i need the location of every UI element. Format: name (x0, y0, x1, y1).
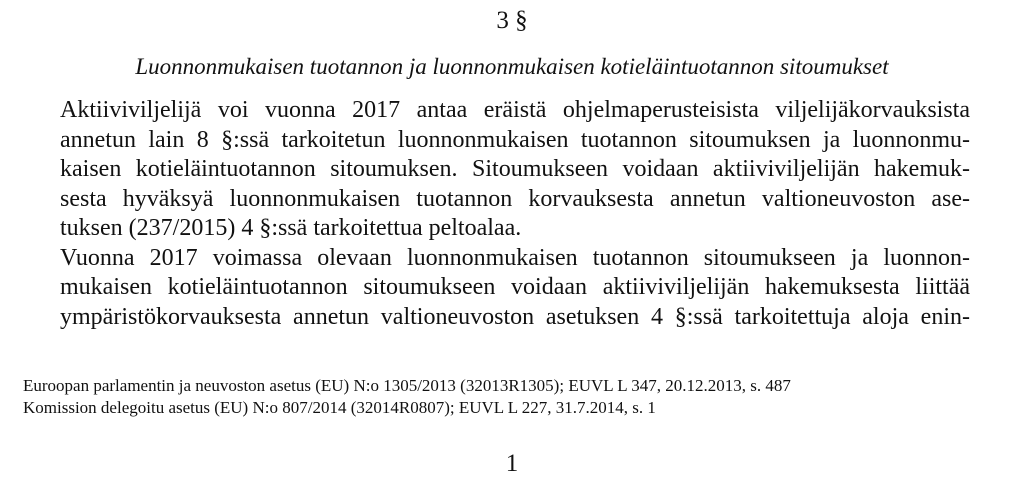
paragraph-line: tuksen (237/2015) 4 §:ssä tarkoitettua peltoalaa. (60, 215, 522, 241)
footnote: Komission delegoitu asetus (EU) N:o 807/2014 (32014R0807); EUVL L 227, 31.7.2014, s. 1 (23, 398, 656, 417)
paragraph-line: ympäristökorvauksesta annetun valtioneuvoston asetuksen 4 §:ssä tarkoitettuja aloja enin- (60, 303, 970, 330)
section-number: 3 § (496, 7, 528, 34)
page-number: 1 (505, 450, 519, 477)
paragraph-line: Vuonna 2017 voimassa olevaan luonnonmukaisen tuotannon sitoumukseen ja luonnon- (60, 244, 970, 271)
section-title: Luonnonmukaisen tuotannon ja luonnonmukaisen kotieläintuotannon sitoumukset (135, 54, 889, 79)
paragraph-line: Aktiiviviljelijä voi vuonna 2017 antaa eräistä ohjelmaperusteisista viljelijäkorvauksista (60, 97, 970, 123)
body-text (60, 96, 970, 332)
footnote: Euroopan parlamentin ja neuvoston asetus (EU) N:o 1305/2013 (32013R1305); EUVL L 347, 20.12.2013, s. 487 (23, 376, 791, 395)
paragraph-line: annetun lain 8 §:ssä tarkoitetun luonnonmukaisen tuotannon sitoumuksen ja luonnonmu- (60, 126, 970, 153)
paragraph-2 (60, 244, 970, 333)
paragraph-line: mukaisen kotieläintuotannon sitoumukseen voidaan aktiiviviljelijän hakemuksesta liittää (60, 274, 970, 300)
paragraph-line: sesta hyväksyä luonnonmukaisen tuotannon korvauksesta annetun valtioneuvoston ase- (60, 185, 970, 212)
paragraph-1 (60, 96, 970, 244)
footnotes (23, 375, 1003, 419)
paragraph-line: kaisen kotieläintuotannon sitoumuksen. Sitoumukseen voidaan aktiiviviljelijän hakemuk- (60, 156, 970, 182)
